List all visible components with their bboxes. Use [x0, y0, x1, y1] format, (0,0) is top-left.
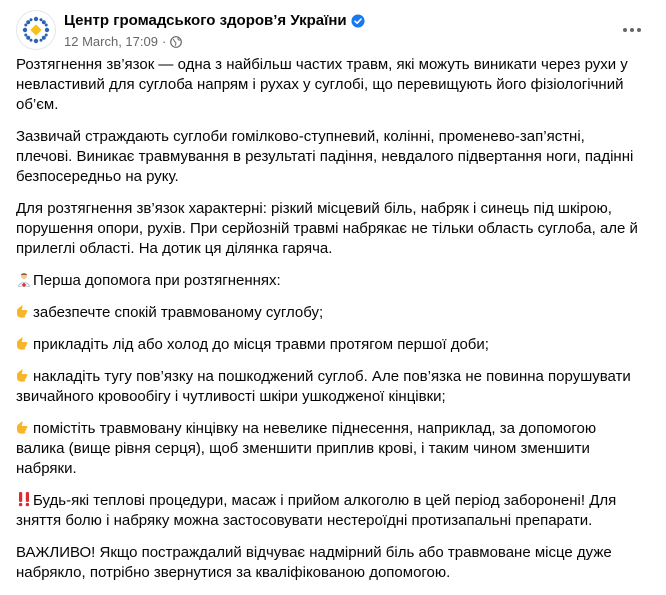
pointing-hand-emoji-icon [16, 419, 32, 435]
first-aid-step-4 [16, 419, 641, 479]
first-aid-step-text: прикладіть лід або холод до місця травми протягом першої доби; [33, 336, 489, 353]
phc-ukraine-logo-icon [21, 15, 51, 45]
post-body [16, 55, 641, 595]
globe-icon[interactable] [170, 36, 182, 48]
pointing-hand-emoji-icon [16, 303, 32, 319]
first-aid-step-3 [16, 367, 641, 407]
separator-dot: · [161, 34, 167, 49]
more-options-button[interactable] [614, 12, 650, 48]
first-aid-step-1 [16, 303, 641, 323]
paragraph-intro: Розтягнення зв’язок — одна з найбільш частих травм, які можуть виникати через рухи у невластивий для суглоба напрям і рухах у суглобі, що перевищують його фізіологічний об’єм. [16, 56, 628, 113]
page-avatar[interactable] [16, 10, 56, 50]
post-timestamp[interactable]: 12 March, 17:09 [64, 34, 158, 49]
paragraph-warning [16, 491, 641, 531]
verified-badge-icon [351, 14, 365, 28]
more-options-icon [622, 27, 642, 33]
first-aid-step-text: забезпечте спокій травмованому суглобу; [33, 304, 324, 321]
page-name-link[interactable]: Центр громадського здоров’я України [64, 12, 347, 29]
first-aid-step-text: накладіть тугу пов’язку на пошкоджений суглоб. Але пов’язка не повинна порушувати звичайного кровообігу і чутливості шкіри ушкодженої кінцівки; [16, 368, 631, 405]
paragraph-important: ВАЖЛИВО! Якщо постраждалий відчуває надмірний біль або травмоване місце дуже набрякло, потрібно звернутися за кваліфікованою допомогою. [16, 544, 612, 581]
double-exclamation-emoji-icon [16, 491, 32, 507]
first-aid-heading [16, 271, 641, 291]
warning-text: Будь-які теплові процедури, масаж і прийом алкоголю в цей період заборонені! Для зняття болю і набряку можна застосовувати нестероїдні протизапальні препарати. [16, 492, 617, 529]
first-aid-step-2 [16, 335, 641, 355]
post-meta [64, 11, 365, 50]
health-worker-emoji-icon [16, 271, 32, 287]
first-aid-title: Перша допомога при розтягненнях: [33, 272, 281, 289]
post-subline [64, 34, 365, 50]
pointing-hand-emoji-icon [16, 367, 32, 383]
post-header [16, 8, 650, 52]
page-name-row [64, 11, 365, 31]
paragraph-affected-joints: Зазвичай страждають суглоби гомілково-ступневий, колінні, променево-зап’ястні, плечові. Виникає травмування в результаті падіння, невдалого підвертання ноги, падінні безпосередньо на руку. [16, 128, 634, 185]
first-aid-step-text: помістіть травмовану кінцівку на невелике піднесення, наприклад, за допомогою валика (вище рівня серця), щоб зменшити приплив крові, і таким чином зменшити набряки. [16, 420, 597, 477]
pointing-hand-emoji-icon [16, 335, 32, 351]
paragraph-symptoms: Для розтягнення зв’язок характерні: різкий місцевий біль, набряк і синець під шкірою, порушення опори, рухів. При серйозній травмі набрякає не тільки область суглоба, але й прилеглі області. На дотик ця ділянка гаряча. [16, 200, 638, 257]
